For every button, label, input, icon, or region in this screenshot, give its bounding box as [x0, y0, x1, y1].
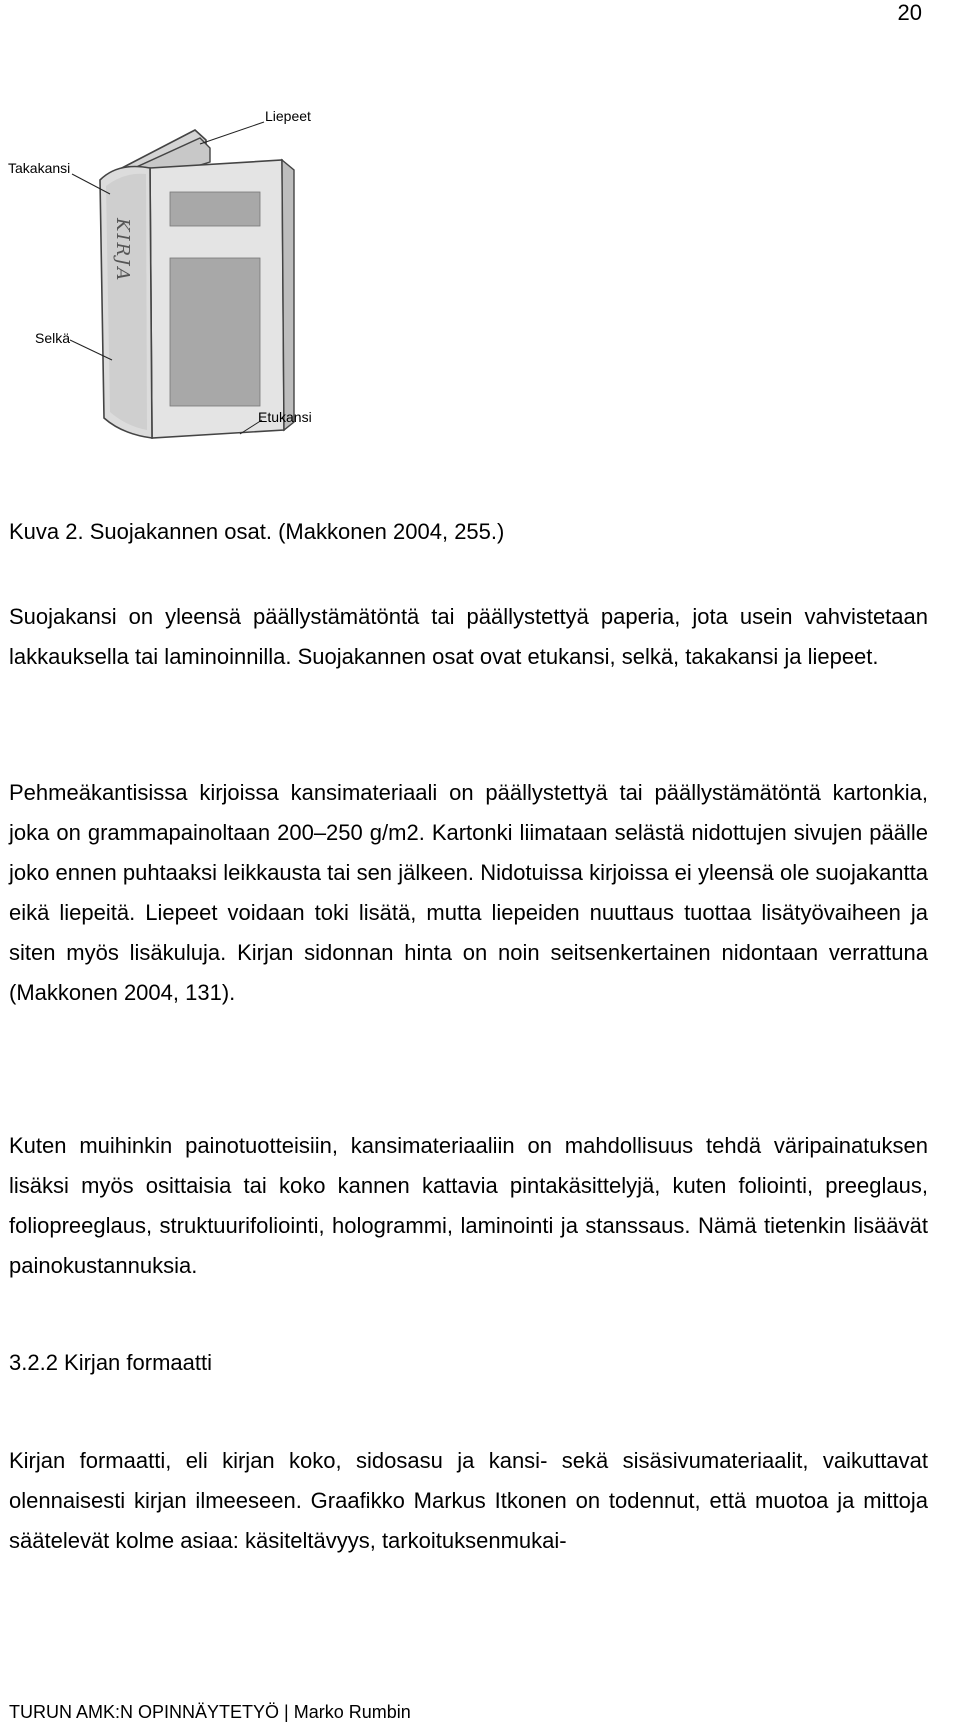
front-image-block: [170, 258, 260, 406]
paragraph-pehmeakantiset: Pehmeäkantisissa kirjoissa kansimateriaali on päällystettyä tai päällystämätöntä kartonkia, joka on grammapainoltaan 200–250 g/m2. Kartonki liimataan selästä nidottujen sivujen päälle joko ennen puhtaaksi leikkausta tai sen jälkeen. Nidotuissa kirjoissa ei yleensä ole suojakantta eikä liepeitä. Liepeet voidaan toki lisätä, mutta liepeiden nuuttaus tuottaa lisätyövaiheen ja siten myös lisäkuluja. Kirjan sidonnan hinta on noin seitsenkertainen nidontaan verrattuna (Makkonen 2004, 131).: [9, 780, 928, 1005]
leader-line-liepeet: [200, 122, 264, 144]
paragraph-formaatti: Kirjan formaatti, eli kirjan koko, sidosasu ja kansi- sekä sisäsivumateriaalit, vaikuttavat olennaisesti kirjan ilmeeseen. Graafikko Markus Itkonen on todennut, että muotoa ja mittoja säätelevät kolme asiaa: käsiteltävyys, tarkoituksenmukai-: [9, 1448, 928, 1553]
label-etukansi: Etukansi: [258, 409, 312, 425]
label-liepeet: Liepeet: [265, 108, 311, 124]
book-jacket-figure: [0, 100, 360, 480]
spine-shading: [106, 174, 147, 430]
front-flap-edge-shape: [282, 160, 294, 430]
front-title-block: [170, 192, 260, 226]
label-selka: Selkä: [35, 330, 71, 346]
paragraph-suojakansi: Suojakansi on yleensä päällystämätöntä tai päällystettyä paperia, jota usein vahvistetaan lakkauksella tai laminoinnilla. Suojakannen osat ovat etukansi, selkä, takakansi ja liepeet.: [9, 604, 928, 669]
figure-caption: Kuva 2. Suojakannen osat. (Makkonen 2004, 255.): [9, 519, 505, 544]
section-heading: 3.2.2 Kirjan formaatti: [9, 1350, 212, 1375]
label-takakansi: Takakansi: [8, 160, 71, 176]
spine-title-text: KIRJA: [112, 218, 133, 283]
book-jacket-illustration: [0, 100, 360, 480]
page-number: 20: [897, 0, 922, 25]
paragraph-pintakasittelyt: Kuten muihinkin painotuotteisiin, kansimateriaaliin on mahdollisuus tehdä väripainatuksen lisäksi myös osittaisia tai koko kannen kattavia pintakäsittelyjä, kuten foliointi, preeglaus, foliopreeglaus, struktuurifoliointi, hologrammi, laminointi ja stanssaus. Nämä tietenkin lisäävät painokustannuksia.: [9, 1133, 928, 1278]
page-footer: TURUN AMK:N OPINNÄYTETYÖ | Marko Rumbin: [9, 1702, 411, 1722]
